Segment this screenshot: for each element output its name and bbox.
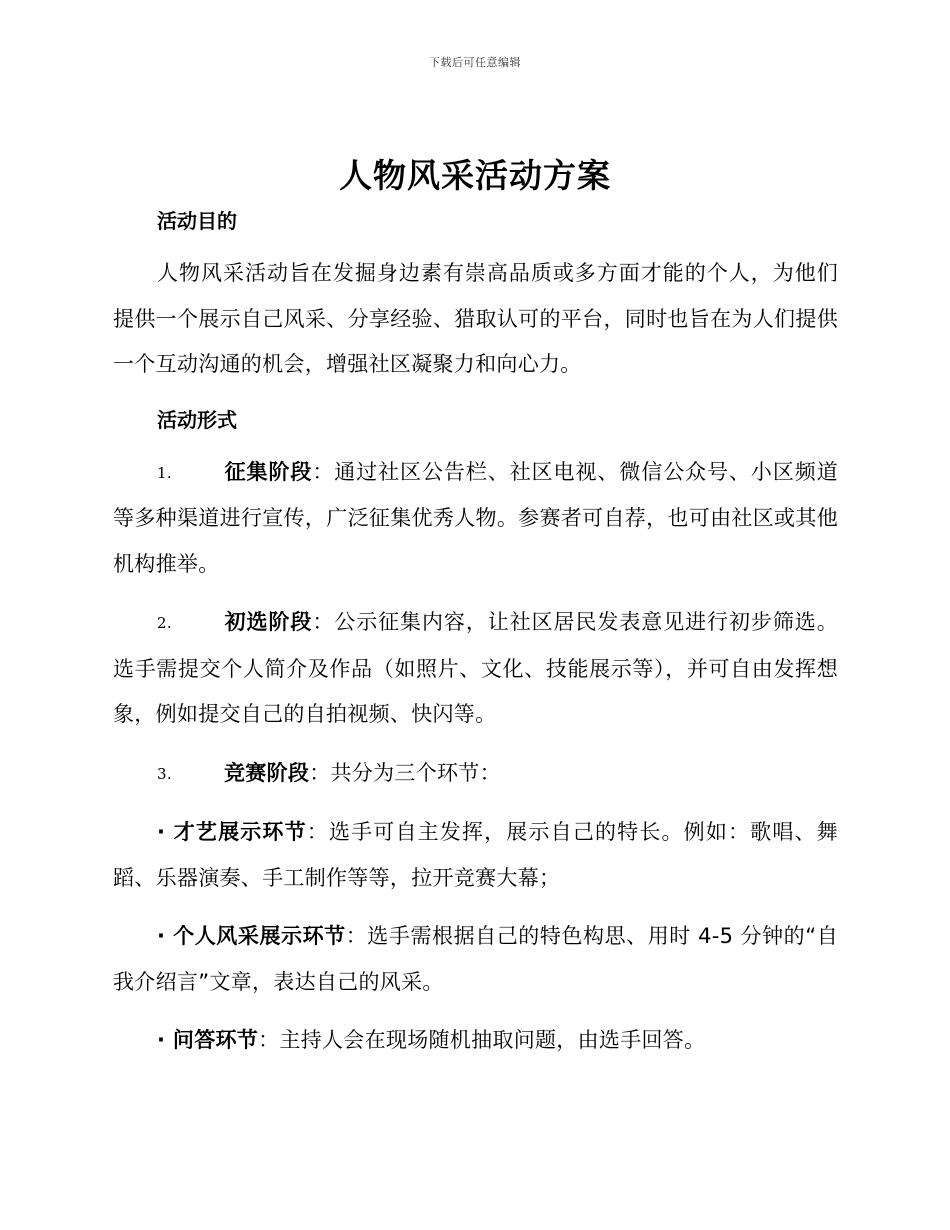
spacer: [113, 435, 838, 450]
stage-item: [113, 450, 838, 588]
segment-text: ：选手需根据自己的特色构思、用时 4-5 分钟的“自我介绍言”文章，表达自己的风采。: [113, 924, 839, 994]
segment-text: ：选手可自主发挥，展示自己的特长。例如：歌唱、舞蹈、乐器演奏、手工制作等等，拉开竞赛大幕；: [113, 820, 838, 890]
stage-text: ：通过社区公告栏、社区电视、微信公众号、小区频道等多种渠道进行宣传，广泛征集优秀人物。参赛者可自荐，也可由社区或其他机构推举。: [113, 459, 838, 576]
spacer: [113, 388, 838, 401]
stage-label: 竞赛阶段: [224, 760, 310, 785]
stage-item: [113, 751, 838, 798]
spacer: [113, 901, 838, 914]
section-heading-form: 活动形式: [157, 407, 237, 432]
spacer: [113, 797, 838, 810]
segment-item: [113, 914, 838, 1005]
stage-text: ：共分为三个环节：: [309, 760, 501, 785]
segment-text: ：主持人会在现场随机抽取问题，由选手回答。: [258, 1028, 706, 1052]
purpose-paragraph: 人物风采活动旨在发掘身边素有崇高品质或多方面才能的个人，为他们提供一个展示自己风采、分享经验、猎取认可的平台，同时也旨在为人们提供一个互动沟通的机会，增强社区凝聚力和向心力。: [113, 261, 838, 376]
stage-label: 征集阶段: [224, 459, 313, 484]
page-header-note: 下载后可任意编辑: [429, 56, 521, 69]
segment-item: [113, 1018, 838, 1064]
spacer: [113, 1005, 838, 1018]
page-title: 人物风采活动方案: [339, 156, 611, 195]
stage-label: 初选阶段: [224, 610, 313, 634]
spacer: [113, 587, 838, 600]
segment-label: · 问答环节: [157, 1028, 259, 1052]
segment-item: [113, 810, 838, 901]
stage-number: 1.: [157, 463, 172, 482]
stage-number: 3.: [157, 764, 172, 783]
section-heading-purpose: 活动目的: [157, 209, 237, 233]
stage-text: ：公示征集内容，让社区居民发表意见进行初步筛选。选手需提交个人简介及作品（如照片、文化、技能展示等），并可自由发挥想象，例如提交自己的自拍视频、快闪等。: [113, 610, 838, 726]
document-body: [113, 202, 838, 1064]
spacer: [113, 236, 838, 251]
segment-label: · 才艺展示环节: [157, 820, 307, 844]
spacer: [113, 738, 838, 751]
stage-number: 2.: [157, 614, 172, 632]
stage-item: [113, 600, 838, 738]
segment-label: · 个人风采展示环节: [157, 924, 346, 948]
